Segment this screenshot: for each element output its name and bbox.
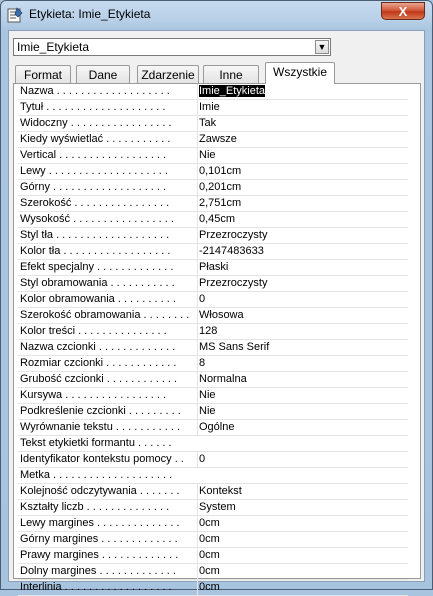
property-row[interactable]: [18, 212, 408, 228]
property-value[interactable]: [197, 292, 409, 307]
property-value-text: Zawsze: [199, 133, 237, 145]
property-value[interactable]: [197, 308, 409, 323]
property-row[interactable]: [18, 180, 408, 196]
property-row[interactable]: [18, 388, 408, 404]
property-label: Metka . . . . . . . . . . . . . . . . . . . .: [20, 469, 173, 481]
property-label: Wyrównanie tekstu . . . . . . . . . . .: [20, 421, 181, 433]
property-label: Kolor treści . . . . . . . . . . . . . . .: [20, 325, 167, 337]
property-value[interactable]: [197, 164, 409, 179]
property-label: Tekst etykietki formantu . . . . . .: [20, 437, 172, 449]
property-value-text: 0: [199, 453, 206, 465]
property-value[interactable]: [197, 564, 409, 579]
property-row[interactable]: [18, 276, 408, 292]
property-value-text: 0cm: [199, 533, 220, 545]
property-value[interactable]: [197, 148, 409, 163]
combo-dropdown-button[interactable]: [315, 40, 329, 54]
property-value[interactable]: [197, 516, 409, 531]
property-value[interactable]: [197, 116, 409, 131]
property-row[interactable]: [18, 468, 408, 484]
property-row[interactable]: [18, 356, 408, 372]
property-value-text: Płaski: [199, 261, 229, 273]
property-value[interactable]: [197, 404, 409, 419]
window-title: Etykieta: Imie_Etykieta: [29, 7, 151, 21]
property-label: Nazwa . . . . . . . . . . . . . . . . . . .: [20, 85, 170, 97]
property-value-text: Normalna: [199, 373, 247, 385]
property-value-text: 0,45cm: [199, 213, 236, 225]
property-label: Widoczny . . . . . . . . . . . . . . . . .: [20, 117, 172, 129]
property-row[interactable]: [18, 420, 408, 436]
property-value[interactable]: [197, 132, 409, 147]
property-value-text: Tak: [199, 117, 217, 129]
property-row[interactable]: [18, 564, 408, 580]
property-value-text: 8: [199, 357, 206, 369]
property-label: Dolny margines . . . . . . . . . . . . .: [20, 565, 176, 577]
property-row[interactable]: [18, 404, 408, 420]
tab-label: Format: [23, 68, 62, 82]
property-value[interactable]: [197, 452, 409, 467]
property-label: Tytuł . . . . . . . . . . . . . . . . . . . .: [20, 101, 166, 113]
property-value[interactable]: [197, 532, 409, 547]
property-row[interactable]: [18, 116, 408, 132]
property-value[interactable]: [197, 84, 409, 99]
property-value[interactable]: [197, 388, 409, 403]
property-value-text: 0cm: [199, 549, 220, 561]
tab-dane[interactable]: [76, 65, 130, 83]
property-value-text: 0: [199, 293, 206, 305]
property-value[interactable]: [197, 100, 409, 115]
property-row[interactable]: [18, 132, 408, 148]
property-label: Lewy margines . . . . . . . . . . . . . .: [20, 517, 180, 529]
property-value[interactable]: [197, 276, 409, 291]
tab-format[interactable]: [15, 65, 71, 83]
property-row[interactable]: [18, 84, 408, 100]
property-value-text: System: [199, 501, 236, 513]
title-bar[interactable]: [1, 1, 432, 29]
property-row[interactable]: [18, 500, 408, 516]
chevron-down-icon: ▼: [317, 42, 327, 52]
property-value-text: Imie: [199, 101, 220, 113]
property-label: Szerokość obramowania . . . . . . . .: [20, 309, 190, 321]
property-value[interactable]: [197, 244, 409, 259]
properties-sheet-icon: [7, 7, 23, 23]
property-value-text: Przezroczysty: [199, 229, 268, 241]
property-label: Górny . . . . . . . . . . . . . . . . . . .: [20, 181, 167, 193]
property-value-text: Nie: [199, 405, 216, 417]
property-label: Rozmiar czcionki . . . . . . . . . . . .: [20, 357, 177, 369]
property-row[interactable]: [18, 164, 408, 180]
property-row[interactable]: [18, 292, 408, 308]
property-row[interactable]: [18, 100, 408, 116]
property-label: Identyfikator kontekstu pomocy . .: [20, 453, 184, 465]
property-value[interactable]: [197, 356, 409, 371]
property-row[interactable]: [18, 548, 408, 564]
property-value-text: 0,101cm: [199, 165, 242, 177]
property-row[interactable]: [18, 580, 408, 596]
property-row[interactable]: [18, 148, 408, 164]
property-value[interactable]: [197, 420, 409, 435]
property-label: Efekt specjalny . . . . . . . . . . . . .: [20, 261, 174, 273]
property-value[interactable]: [197, 260, 409, 275]
property-value-text: Przezroczysty: [199, 277, 268, 289]
property-value-text: -2147483633: [199, 245, 264, 257]
property-value[interactable]: [197, 340, 409, 355]
close-button[interactable]: [381, 2, 425, 20]
property-label: Kursywa . . . . . . . . . . . . . . . . .: [20, 389, 167, 401]
property-value-text: Imie_Etykieta: [199, 85, 266, 97]
property-label: Podkreślenie czcionki . . . . . . . . .: [20, 405, 181, 417]
property-row[interactable]: [18, 228, 408, 244]
close-icon: X: [398, 3, 408, 19]
property-row[interactable]: [18, 516, 408, 532]
property-value[interactable]: [197, 500, 409, 515]
property-label: Kolor tła . . . . . . . . . . . . . . . . . .: [20, 245, 171, 257]
tab-label: Inne: [219, 68, 243, 82]
tab-zdarzenie[interactable]: [137, 65, 199, 83]
property-label: Styl tła . . . . . . . . . . . . . . . . . . .: [20, 229, 170, 241]
tab-label: Wszystkie: [273, 65, 327, 79]
object-selector-value: Imie_Etykieta: [17, 40, 90, 54]
client-area: [8, 30, 425, 593]
property-label: Vertical . . . . . . . . . . . . . . . . . .: [20, 149, 167, 161]
tab-wszystkie[interactable]: [265, 62, 335, 84]
property-row[interactable]: [18, 196, 408, 212]
tab-inne[interactable]: [203, 65, 259, 83]
property-label: Grubość czcionki . . . . . . . . . . . .: [20, 373, 178, 385]
property-value[interactable]: [197, 548, 409, 563]
property-value[interactable]: [197, 228, 409, 243]
property-label: Kolor obramowania . . . . . . . . . .: [20, 293, 176, 305]
property-label: Szerokość . . . . . . . . . . . . . . . .: [20, 197, 170, 209]
property-label: Kształty liczb . . . . . . . . . . . . . .: [20, 501, 170, 513]
property-label: Nazwa czcionki . . . . . . . . . . . . .: [20, 341, 176, 353]
property-value[interactable]: [197, 372, 409, 387]
property-value-text: 128: [199, 325, 218, 337]
property-value-text: Kontekst: [199, 485, 242, 497]
property-label: Kiedy wyświetlać . . . . . . . . . . .: [20, 133, 171, 145]
property-label: Lewy . . . . . . . . . . . . . . . . . . . .: [20, 165, 168, 177]
property-row[interactable]: [18, 532, 408, 548]
property-value-text: Ogólne: [199, 421, 235, 433]
property-label: Górny margines . . . . . . . . . . . . .: [20, 533, 178, 545]
property-row[interactable]: [18, 308, 408, 324]
property-value[interactable]: [197, 180, 409, 195]
property-row[interactable]: [18, 452, 408, 468]
property-value-text: Nie: [199, 149, 216, 161]
property-row[interactable]: [18, 340, 408, 356]
property-row[interactable]: [18, 260, 408, 276]
property-value-text: Włosowa: [199, 309, 244, 321]
property-value[interactable]: [197, 212, 409, 227]
property-row[interactable]: [18, 436, 408, 452]
tab-label: Zdarzenie: [141, 68, 195, 82]
property-label: Prawy margines . . . . . . . . . . . . .: [20, 549, 179, 561]
property-label: Wysokość . . . . . . . . . . . . . . . . .: [20, 213, 174, 225]
property-value-text: MS Sans Serif: [199, 341, 270, 353]
property-value-text: 0,201cm: [199, 181, 242, 193]
property-value-text: 0cm: [199, 581, 220, 593]
property-value-text: Nie: [199, 389, 216, 401]
property-label: Styl obramowania . . . . . . . . . . .: [20, 277, 175, 289]
property-label: Interlinia . . . . . . . . . . . . . . . . . .: [20, 581, 172, 593]
property-value-text: 2,751cm: [199, 197, 242, 209]
property-value[interactable]: [197, 580, 409, 595]
property-row[interactable]: [18, 484, 408, 500]
property-value-text: 0cm: [199, 517, 220, 529]
property-value[interactable]: [197, 484, 409, 499]
property-value[interactable]: [197, 196, 409, 211]
property-grid: [18, 84, 408, 596]
property-label: Kolejność odczytywania . . . . . . .: [20, 485, 180, 497]
property-row[interactable]: [18, 244, 408, 260]
property-panel: [13, 83, 421, 593]
property-row[interactable]: [18, 324, 408, 340]
tab-label: Dane: [88, 68, 118, 82]
property-row[interactable]: [18, 372, 408, 388]
object-selector-combo[interactable]: [13, 38, 331, 56]
property-value[interactable]: [197, 324, 409, 339]
property-value-text: 0cm: [199, 565, 220, 577]
